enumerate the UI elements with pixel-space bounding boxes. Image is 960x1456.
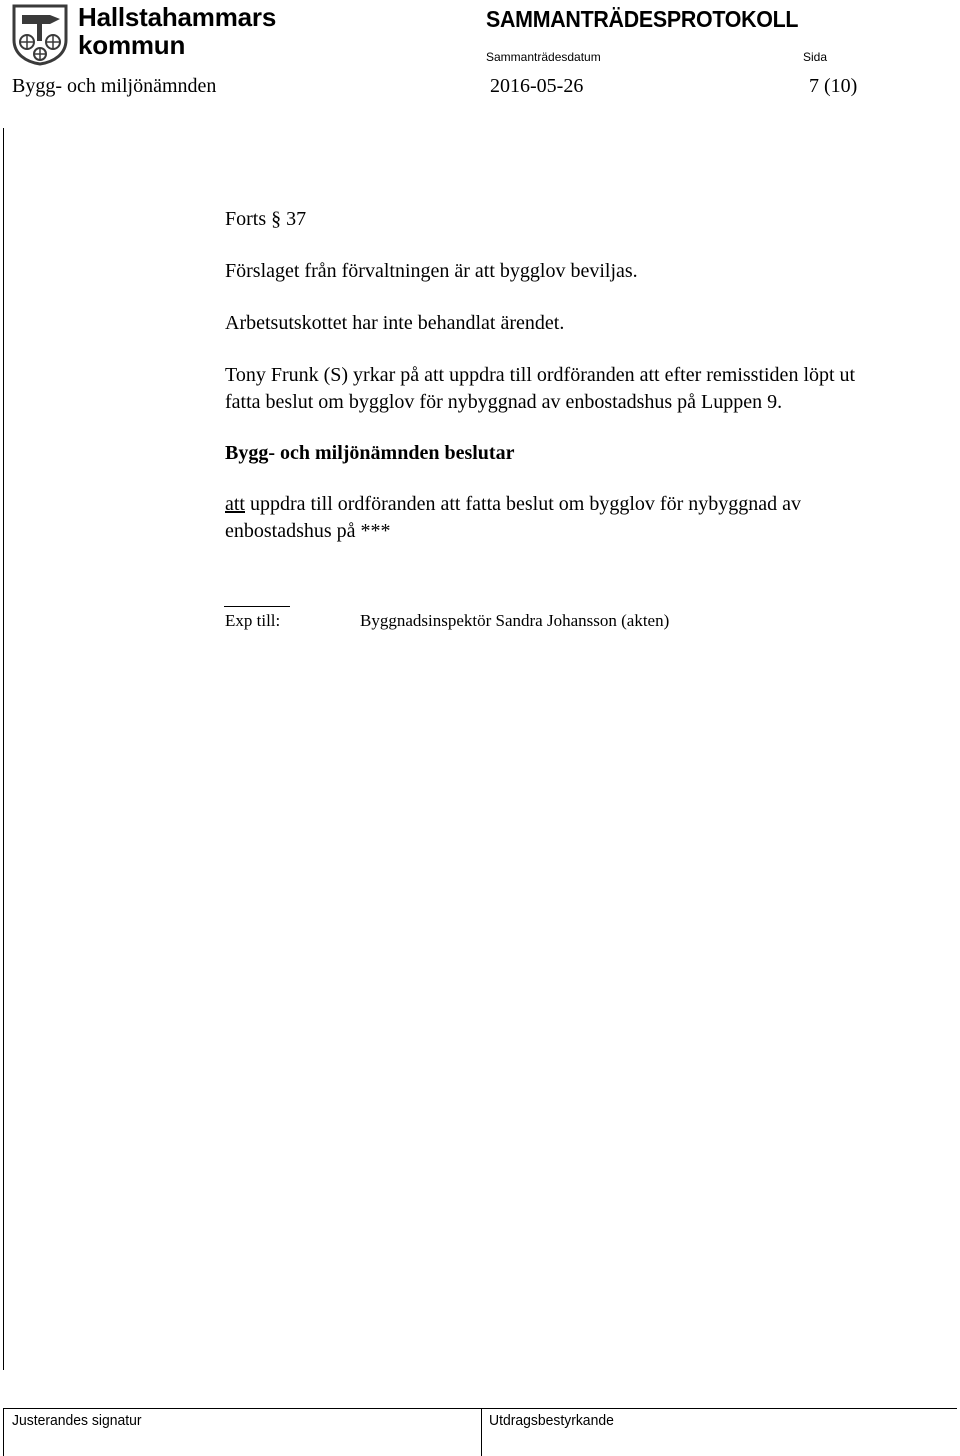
- decision-paragraph-line2: enbostadshus på ***: [225, 520, 391, 542]
- page-number: 7 (10): [809, 75, 858, 97]
- decision-paragraph-line1: [225, 491, 801, 518]
- distribution-label: Exp till:: [225, 611, 281, 630]
- municipality-name-line2: kommun: [78, 30, 186, 60]
- distribution-divider: [224, 606, 290, 607]
- decision-att-keyword: att: [225, 493, 245, 515]
- page-label: Sida: [803, 50, 828, 64]
- document-type-title: SAMMANTRÄDESPROTOKOLL: [486, 6, 799, 32]
- motion-paragraph-line1: Tony Frunk (S) yrkar på att uppdra till ordföranden att efter remisstiden löpt ut: [225, 364, 856, 386]
- committee-name: Bygg- och miljönämnden: [12, 75, 217, 97]
- working-committee-paragraph: Arbetsutskottet har inte behandlat ärendet.: [225, 312, 565, 334]
- footer-middle-border: [481, 1408, 482, 1456]
- municipality-name-line1: Hallstahammars: [78, 2, 277, 32]
- footer-divider: [3, 1408, 957, 1409]
- proposal-paragraph: Förslaget från förvaltningen är att bygglov beviljas.: [225, 260, 638, 282]
- signature-field-label: Justerandes signatur: [12, 1412, 142, 1429]
- extract-certification-label: Utdragsbestyrkande: [489, 1412, 614, 1429]
- decision-line1-text: uppdra till ordföranden att fatta beslut om bygglov för nybyggnad av: [245, 493, 801, 515]
- coat-of-arms-icon: [10, 4, 72, 66]
- meeting-date-label: Sammanträdesdatum: [486, 50, 601, 64]
- decision-heading: Bygg- och miljönämnden beslutar: [225, 442, 515, 464]
- footer-left-border: [3, 1408, 4, 1456]
- distribution-recipient: Byggnadsinspektör Sandra Johansson (akten): [360, 611, 670, 630]
- section-reference: Forts § 37: [225, 208, 307, 230]
- motion-paragraph-line2: fatta beslut om bygglov för nybyggnad av enbostadshus på Luppen 9.: [225, 391, 783, 413]
- meeting-date: 2016-05-26: [490, 75, 584, 97]
- municipality-name: [78, 4, 276, 58]
- left-margin-line: [3, 128, 4, 1370]
